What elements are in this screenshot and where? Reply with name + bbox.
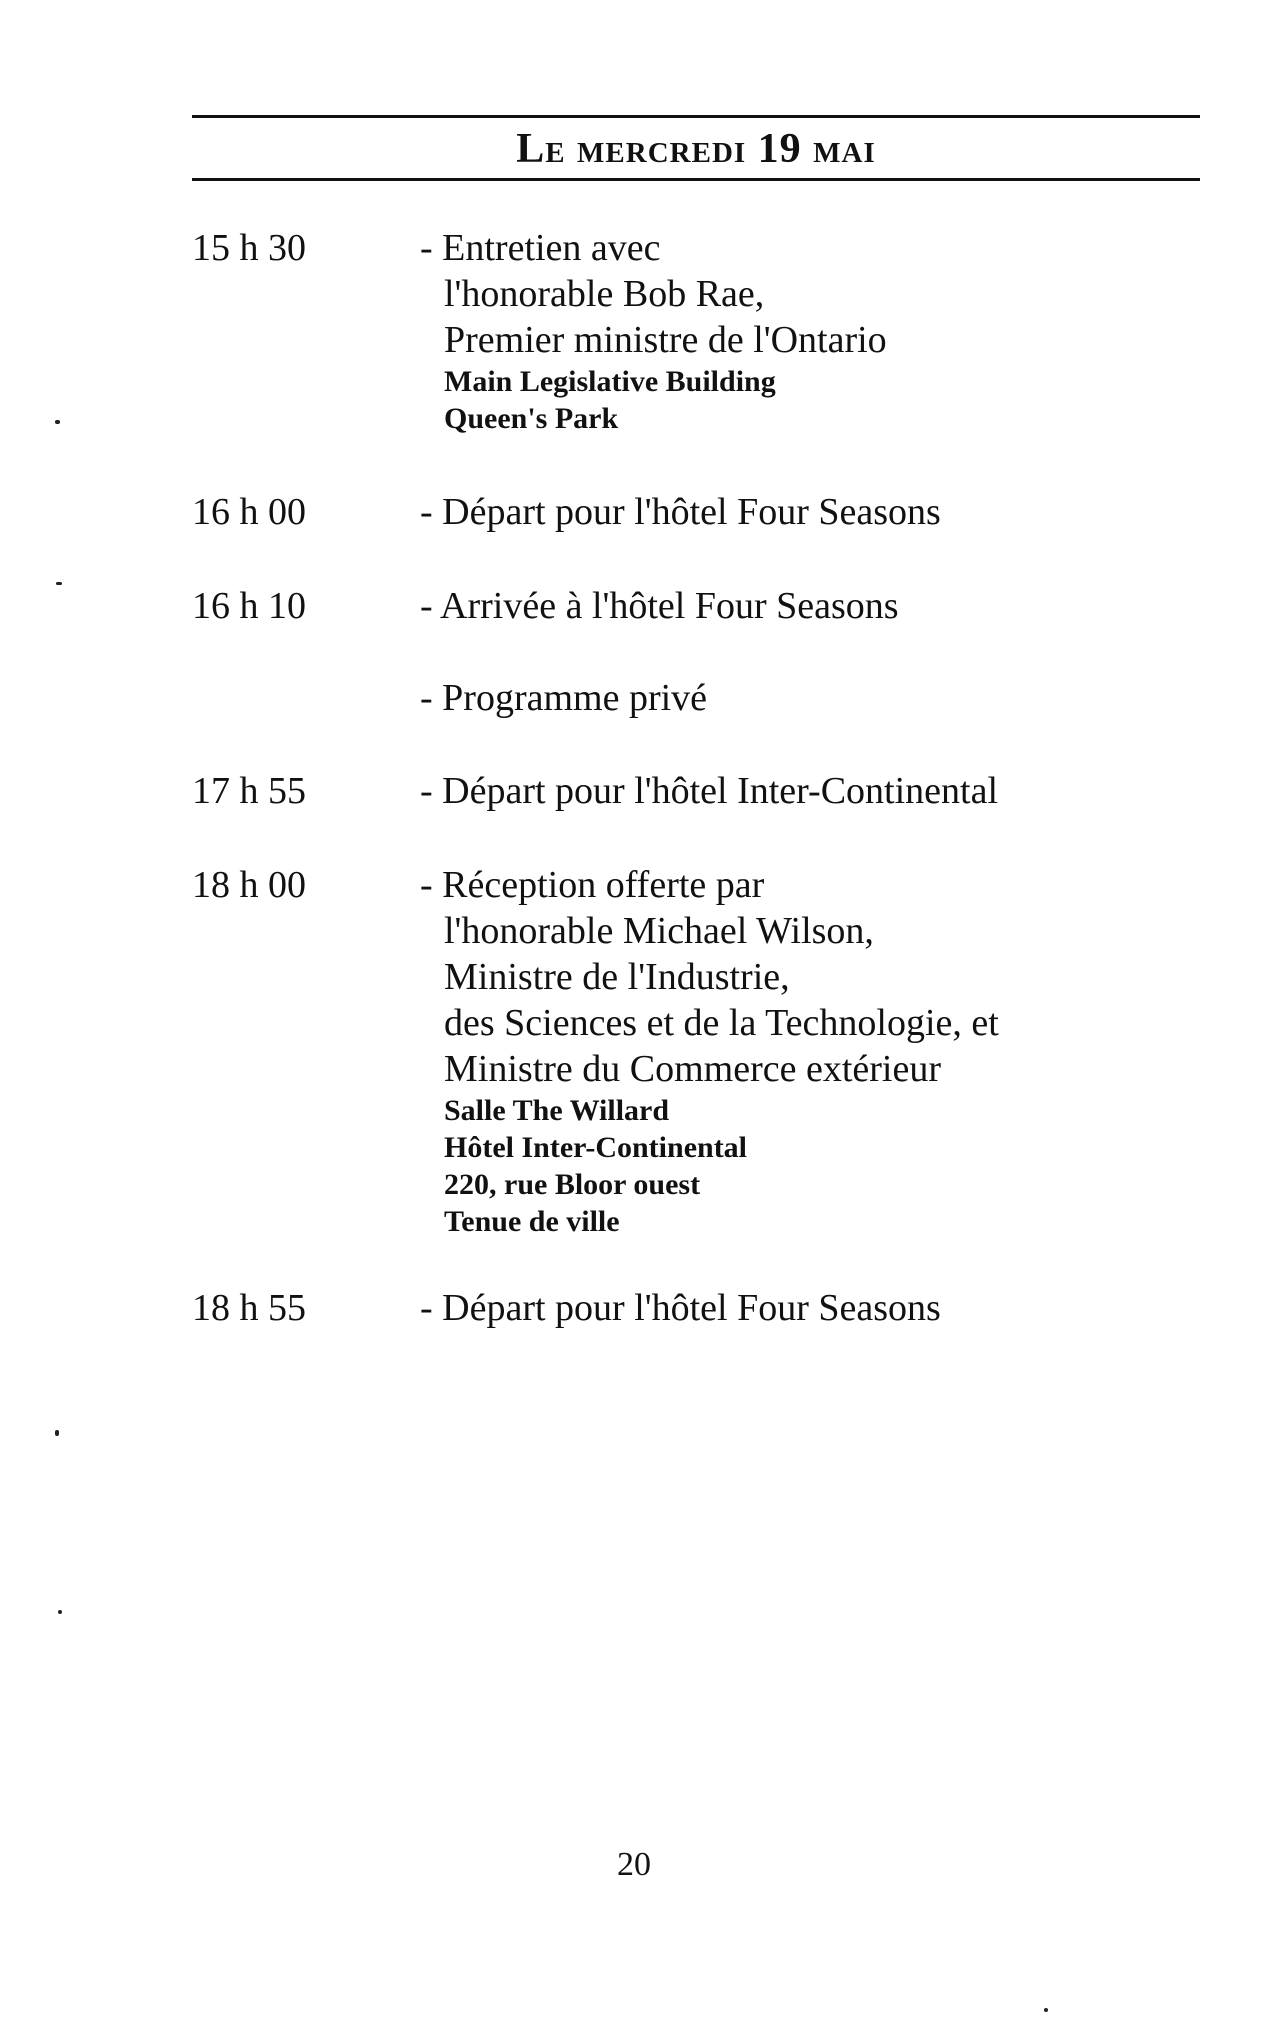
entry-line: - Réception offerte par xyxy=(420,864,765,906)
entry-line: - Programme privé xyxy=(420,677,708,719)
entry-description xyxy=(420,225,1200,437)
entry-detail: Salle The Willard xyxy=(444,1094,670,1127)
page-title: Le mercredi 19 mai xyxy=(516,126,876,172)
page-number: 20 xyxy=(617,1846,651,1883)
entry-description xyxy=(420,768,1200,814)
entry-detail: Queen's Park xyxy=(444,402,619,435)
scan-speck xyxy=(1044,2008,1048,2012)
entry-line: - Entretien avec xyxy=(420,227,661,269)
entry-description xyxy=(420,489,1200,535)
entry-line: Premier ministre de l'Ontario xyxy=(444,319,887,361)
scan-speck xyxy=(58,1610,62,1614)
scan-speck xyxy=(56,582,62,585)
entry-time: 17 h 55 xyxy=(192,770,306,812)
entry-description xyxy=(420,862,1200,1240)
entry-description xyxy=(420,1285,1200,1331)
entry-time: 15 h 30 xyxy=(192,227,306,269)
entry-line: Ministre du Commerce extérieur xyxy=(444,1048,942,1090)
entry-time: 16 h 00 xyxy=(192,491,306,533)
entry-line: - Arrivée à l'hôtel Four Seasons xyxy=(420,585,899,627)
entry-line: l'honorable Bob Rae, xyxy=(444,273,765,315)
entry-line: Ministre de l'Industrie, xyxy=(444,956,790,998)
entry-detail: Tenue de ville xyxy=(444,1205,620,1238)
entry-line: l'honorable Michael Wilson, xyxy=(444,910,874,952)
entry-description xyxy=(420,675,1200,721)
header-rule-top xyxy=(192,115,1200,118)
entry-line: - Départ pour l'hôtel Four Seasons xyxy=(420,1287,941,1329)
entry-time: 18 h 00 xyxy=(192,864,306,906)
entry-time: 18 h 55 xyxy=(192,1287,306,1329)
entry-time: 16 h 10 xyxy=(192,585,306,627)
header-rule-bottom xyxy=(192,178,1200,181)
entry-description xyxy=(420,583,1200,629)
entry-line: des Sciences et de la Technologie, et xyxy=(444,1002,999,1044)
entry-detail: Main Legislative Building xyxy=(444,365,776,398)
scan-speck xyxy=(55,420,60,424)
entry-line: - Départ pour l'hôtel Inter-Continental xyxy=(420,770,999,812)
entry-line: - Départ pour l'hôtel Four Seasons xyxy=(420,491,941,533)
entry-detail: 220, rue Bloor ouest xyxy=(444,1168,701,1201)
entry-detail: Hôtel Inter-Continental xyxy=(444,1131,748,1164)
scan-speck xyxy=(55,1430,59,1436)
